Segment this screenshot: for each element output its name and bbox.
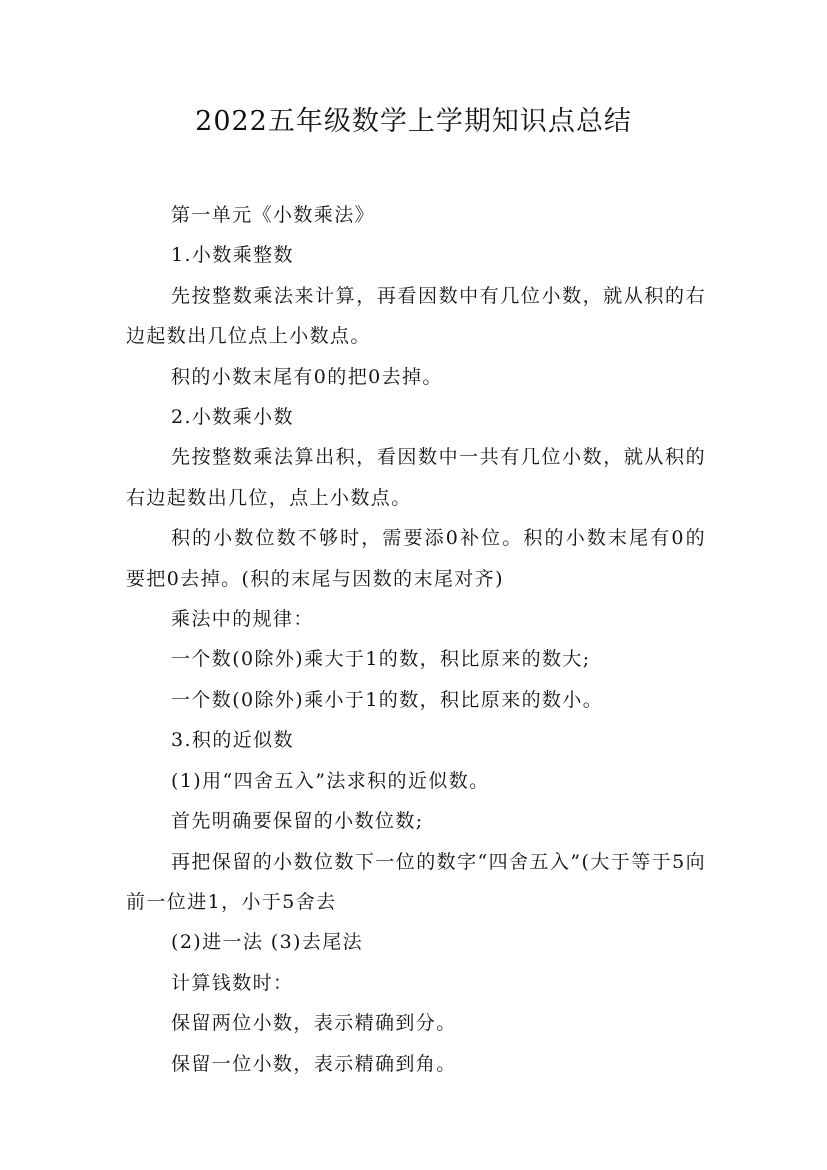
- section-heading-1: 1.小数乘整数: [171, 244, 294, 267]
- paragraph: (2)进一法 (3)去尾法: [171, 931, 364, 954]
- paragraph: 保留两位小数，表示精确到分。: [171, 1012, 457, 1035]
- paragraph: (1)用“四舍五入”法求积的近似数。: [171, 769, 490, 792]
- unit-heading: 第一单元《小数乘法》: [171, 204, 376, 226]
- paragraph: 先按整数乘法来计算，再看因数中有几位小数，就从积的右边起数出几位点上小数点。: [126, 284, 706, 348]
- paragraph: 积的小数末尾有0的把0去掉。: [171, 365, 443, 388]
- paragraph: 先按整数乘法算出积，看因数中一共有几位小数，就从积的右边起数出几位，点上小数点。: [126, 446, 706, 509]
- document-body: [126, 195, 706, 1084]
- paragraph: 乘法中的规律：: [171, 608, 314, 631]
- section-heading-3: 3.积的近似数: [171, 729, 294, 752]
- paragraph: 一个数(0除外)乘小于1的数，积比原来的数小。: [171, 688, 604, 711]
- paragraph: 首先明确要保留的小数位数;: [171, 810, 424, 833]
- paragraph: 一个数(0除外)乘大于1的数，积比原来的数大;: [171, 648, 591, 671]
- paragraph: 计算钱数时：: [171, 971, 294, 994]
- paragraph: 积的小数位数不够时，需要添0补位。积的小数末尾有0的要把0去掉。(积的末尾与因数的末尾对齐): [126, 527, 706, 590]
- document-title: 2022五年级数学上学期知识点总结: [195, 106, 632, 137]
- paragraph: 再把保留的小数位数下一位的数字“四舍五入”(大于等于5向前一位进1，小于5舍去: [126, 850, 706, 913]
- section-heading-2: 2.小数乘小数: [171, 406, 294, 429]
- paragraph: 保留一位小数，表示精确到角。: [171, 1052, 457, 1075]
